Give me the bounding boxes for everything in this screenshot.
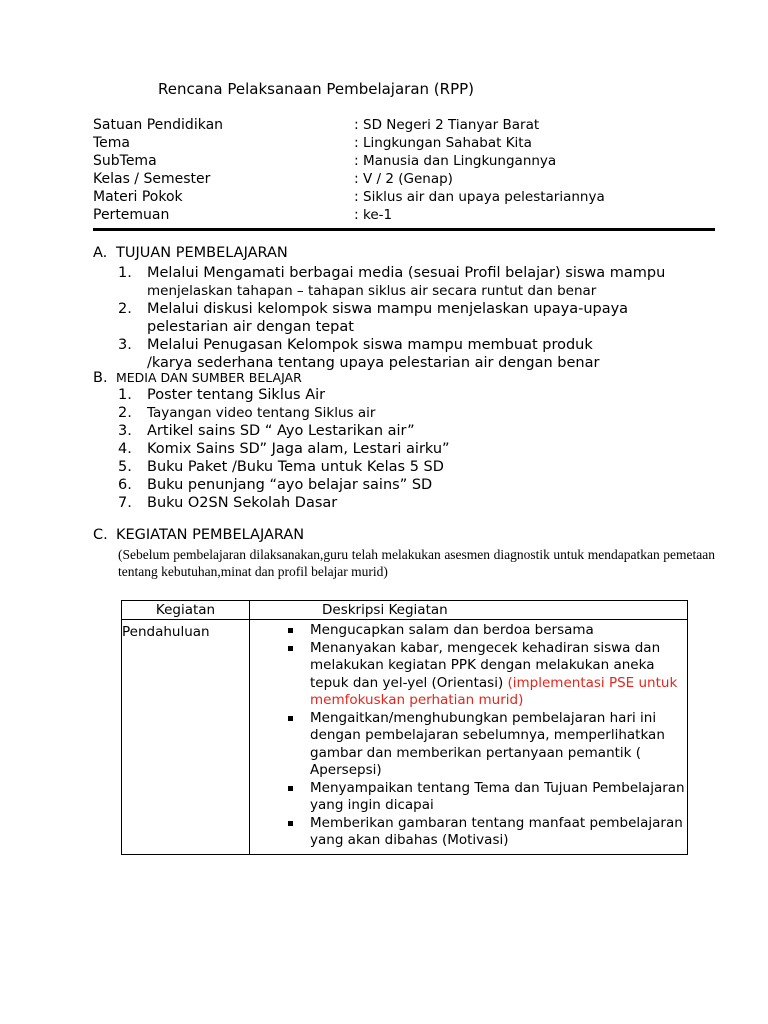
identity-value: Lingkungan Sahabat Kita (363, 135, 532, 151)
item-text: Komix Sains SD” Jaga alam, Lestari airku” (147, 441, 450, 457)
item-number: 1. (118, 387, 132, 403)
identity-row (93, 189, 713, 207)
identity-colon: : (354, 153, 359, 169)
section-letter: A. (93, 245, 108, 261)
identity-value: Siklus air dan upaya pelestariannya (363, 189, 605, 205)
item-number: 6. (118, 477, 132, 493)
list-item (118, 440, 718, 458)
section-title: KEGIATAN PEMBELAJARAN (116, 527, 305, 543)
bullet-highlight-text: (implementasi PSE untuk memfokuskan perhatian murid) (310, 674, 678, 708)
list-item (118, 422, 718, 440)
identity-label: Kelas / Semester (93, 171, 211, 187)
identity-row (93, 153, 713, 171)
header-deskripsi: Deskripsi Kegiatan (250, 601, 688, 620)
document-title: Rencana Pelaksanaan Pembelajaran (RPP) (158, 80, 475, 98)
item-number: 7. (118, 495, 132, 511)
bullet-text: Mengaitkan/menghubungkan pembelajaran hari ini dengan pembelajaran sebelumnya, memperlihatkan gambar dan memberikan pertanyaan pemantik ( Apersepsi) (310, 709, 665, 778)
item-text: Melalui Mengamati berbagai media (sesuai Profil belajar) siswa mampu (147, 265, 666, 281)
item-number: 2. (118, 301, 132, 317)
section-heading-tujuan (93, 245, 288, 261)
bullet-item (250, 640, 687, 710)
identity-value: SD Negeri 2 Tianyar Barat (363, 117, 540, 133)
item-text: Poster tentang Siklus Air (147, 387, 326, 403)
media-list (118, 386, 718, 512)
item-number: 3. (118, 337, 132, 353)
identity-value: ke-1 (363, 207, 393, 223)
identity-label: SubTema (93, 153, 157, 169)
identity-label: Pertemuan (93, 207, 170, 223)
bullet-item (250, 780, 687, 815)
list-item (118, 494, 718, 512)
section-heading-media (93, 370, 302, 386)
item-text: Buku Paket /Buku Tema untuk Kelas 5 SD (147, 459, 444, 475)
section-letter: B. (93, 370, 108, 386)
description-cell (250, 620, 688, 855)
bullet-item (250, 622, 687, 640)
row-label-pendahuluan: Pendahuluan (122, 620, 250, 855)
table-header-row (122, 601, 688, 620)
list-item (118, 404, 718, 422)
bullet-text: Mengucapkan salam dan berdoa bersama (310, 622, 594, 638)
identity-colon: : (354, 117, 359, 133)
item-text: Tayangan video tentang Siklus air (147, 405, 376, 421)
identity-label: Materi Pokok (93, 189, 183, 205)
identity-table (93, 117, 713, 225)
item-number: 4. (118, 441, 132, 457)
bullet-text: Menyampaikan tentang Tema dan Tujuan Pembelajaran yang ingin dicapai (310, 779, 685, 813)
item-number: 1. (118, 265, 132, 281)
item-text: Buku penunjang “ayo belajar sains” SD (147, 477, 433, 493)
identity-label: Tema (93, 135, 131, 151)
identity-label: Satuan Pendidikan (93, 117, 224, 133)
item-text: Artikel sains SD “ Ayo Lestarikan air” (147, 423, 415, 439)
item-text: Melalui diskusi kelompok siswa mampu menjelaskan upaya-upaya (147, 301, 629, 317)
section-heading-kegiatan (93, 527, 304, 543)
bullet-text: Menanyakan kabar, mengecek kehadiran siswa dan melakukan kegiatan PPK dengan melakukan aneka tepuk dan yel-yel (Orientasi) (310, 639, 661, 691)
identity-value: V / 2 (Genap) (363, 171, 453, 187)
section-note: (Sebelum pembelajaran dilaksanakan,guru telah melakukan asesmen diagnostik untuk mendapatkan pemetaan tentang kebutuhan,minat dan profil belajar murid) (118, 547, 715, 579)
section-letter: C. (93, 527, 108, 543)
item-number: 2. (118, 405, 132, 421)
activity-bullets (250, 620, 687, 854)
list-item (118, 458, 718, 476)
identity-value: Manusia dan Lingkungannya (363, 153, 557, 169)
item-text: Melalui Penugasan Kelompok siswa mampu membuat produk (147, 337, 593, 353)
item-number: 3. (118, 423, 132, 439)
list-item (118, 386, 718, 404)
list-item (118, 336, 718, 372)
identity-row (93, 135, 713, 153)
item-text-cont: menjelaskan tahapan – tahapan siklus air secara runtut dan benar (147, 283, 597, 299)
item-text: Buku O2SN Sekolah Dasar (147, 495, 338, 511)
list-item (118, 300, 718, 336)
bullet-text: Memberikan gambaran tentang manfaat pembelajaran yang akan dibahas (Motivasi) (310, 814, 683, 848)
identity-row (93, 207, 713, 225)
identity-row (93, 117, 713, 135)
list-item (118, 264, 718, 300)
section-title: TUJUAN PEMBELAJARAN (116, 245, 288, 261)
identity-row (93, 171, 713, 189)
table-row (122, 620, 688, 855)
identity-colon: : (354, 171, 359, 187)
identity-colon: : (354, 207, 359, 223)
horizontal-divider (93, 228, 715, 231)
section-title: MEDIA DAN SUMBER BELAJAR (116, 370, 302, 385)
activity-table (121, 600, 688, 855)
header-kegiatan: Kegiatan (122, 601, 250, 620)
item-number: 5. (118, 459, 132, 475)
item-text-cont: /karya sederhana tentang upaya pelestarian air dengan benar (147, 355, 600, 371)
tujuan-list (118, 264, 718, 372)
item-text-cont: pelestarian air dengan tepat (147, 319, 354, 335)
bullet-item (250, 815, 687, 850)
list-item (118, 476, 718, 494)
identity-colon: : (354, 135, 359, 151)
identity-colon: : (354, 189, 359, 205)
bullet-item (250, 710, 687, 780)
